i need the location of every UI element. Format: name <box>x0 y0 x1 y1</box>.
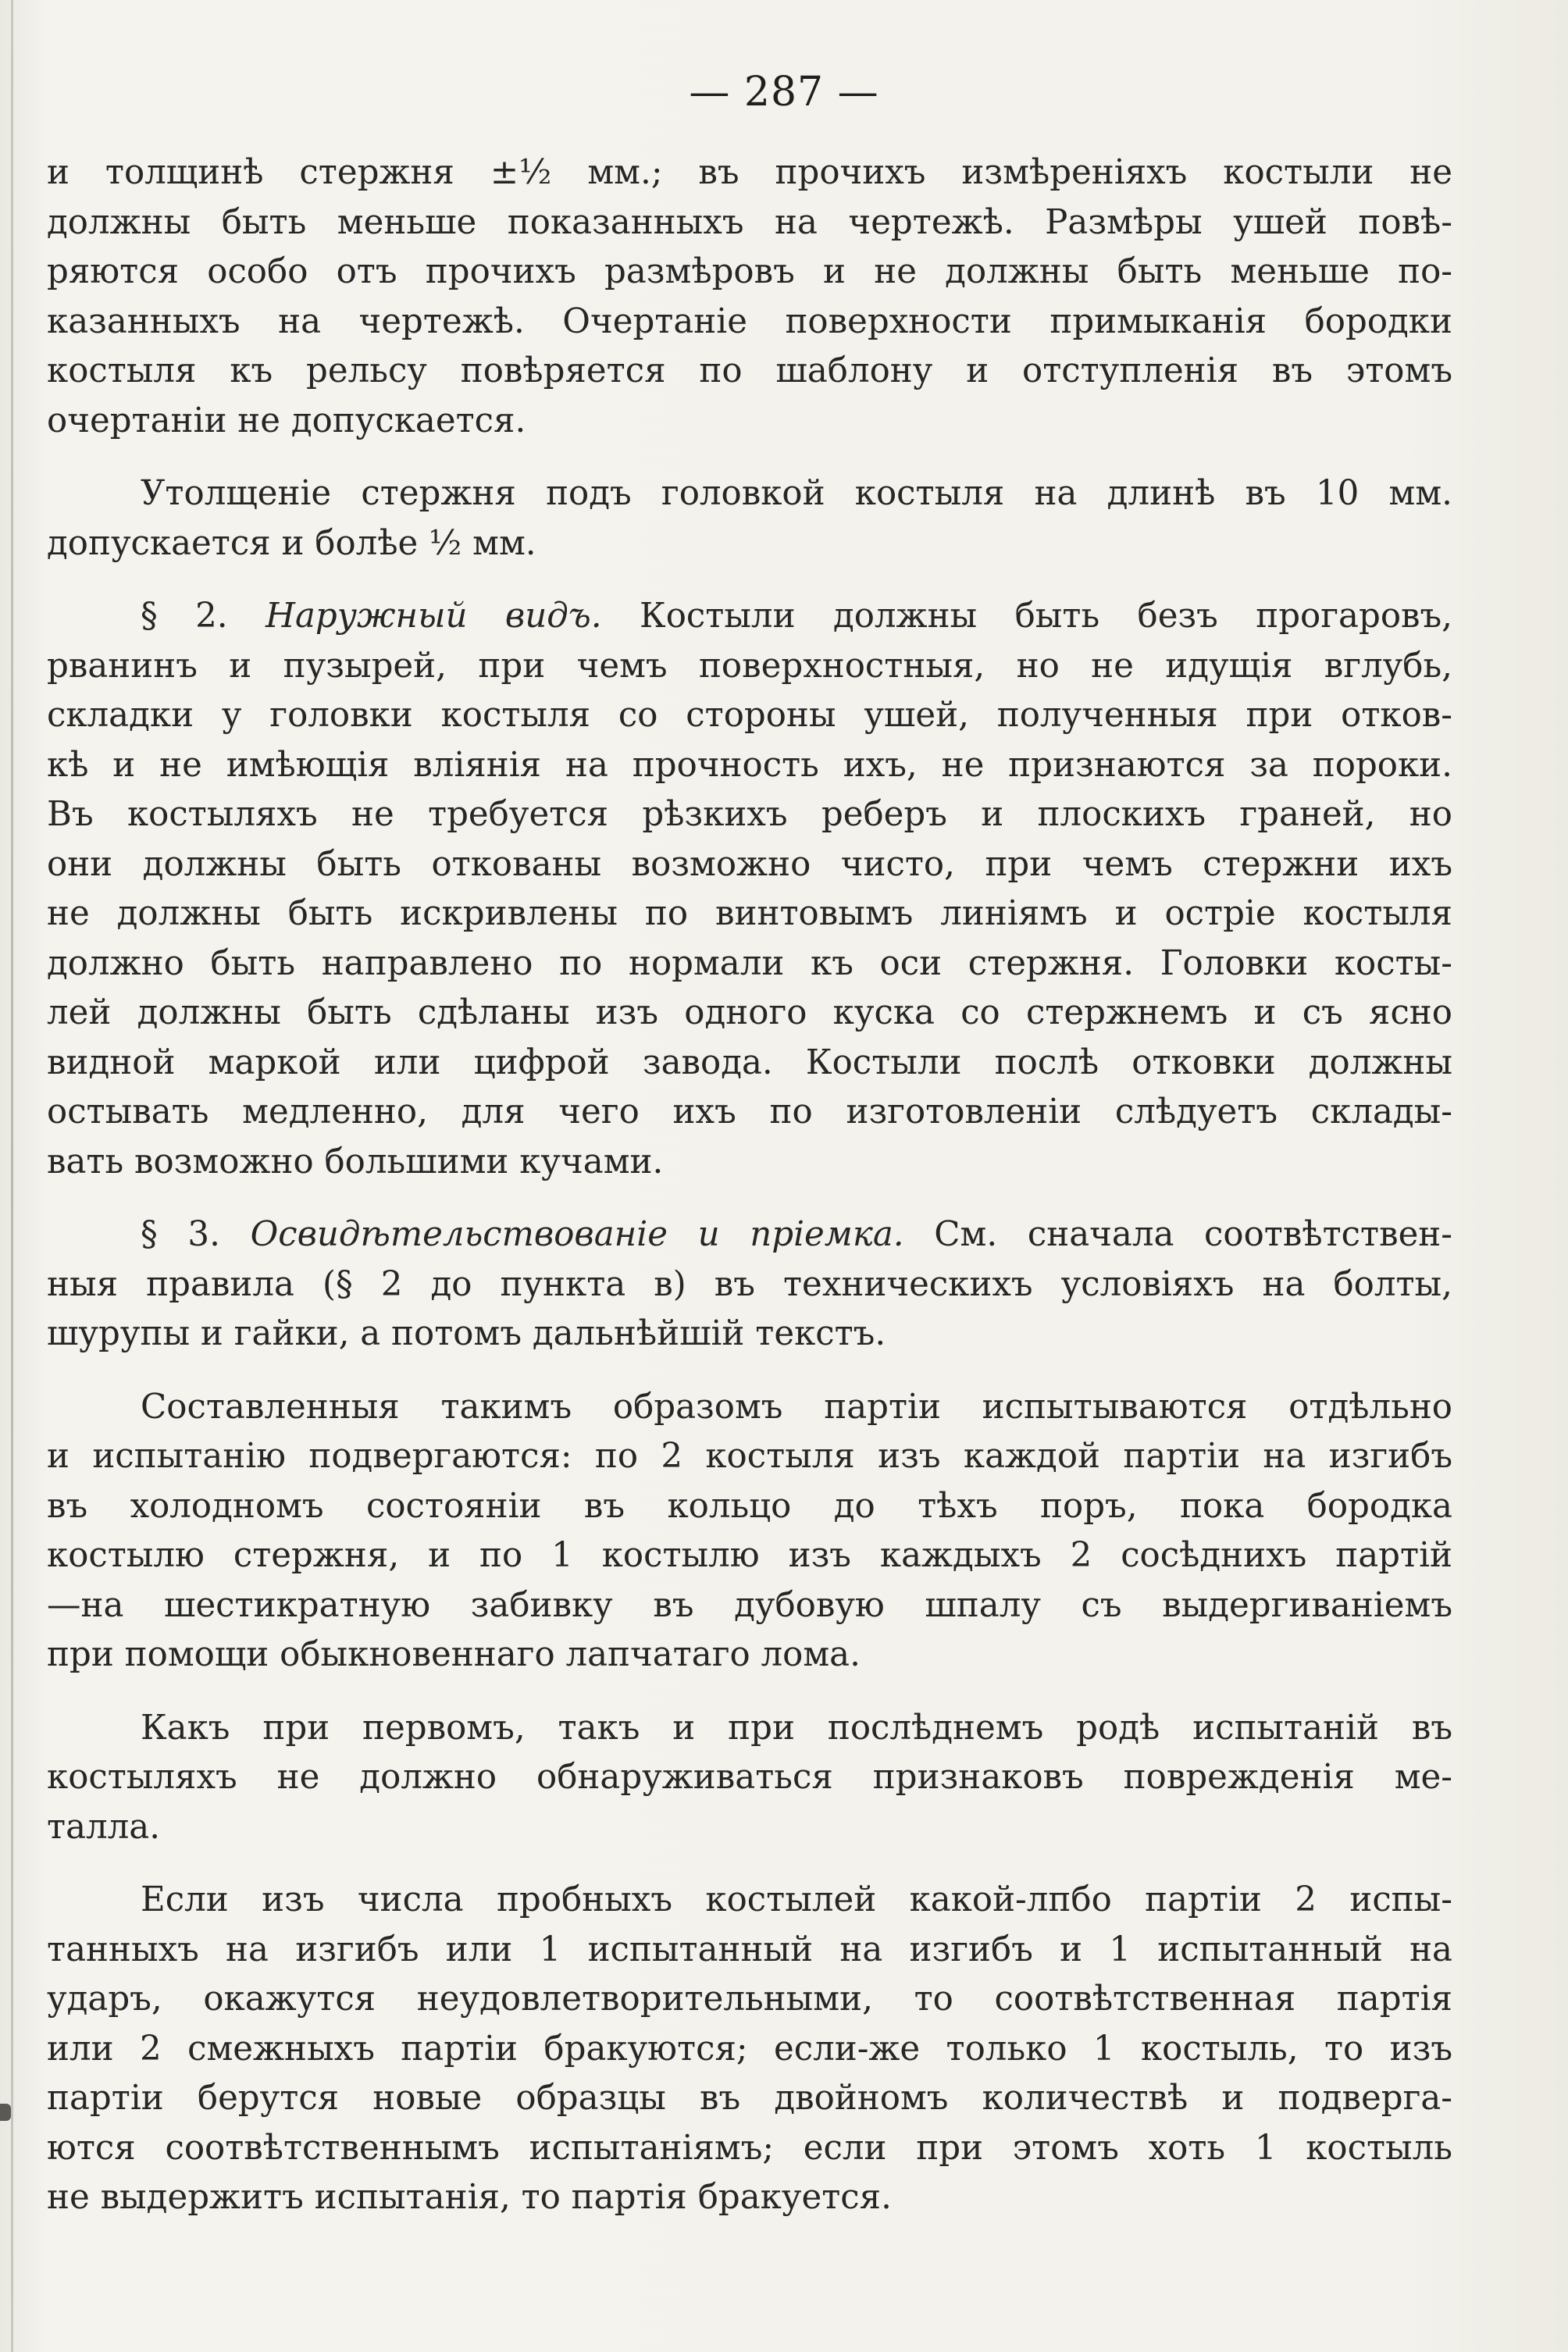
body-text <box>47 148 1452 2223</box>
section-heading-line <box>47 592 1452 642</box>
text-line: должно быть направлено по нормали къ оси стержня. Головки косты- <box>47 943 1452 983</box>
text-line: и испытанію подвергаются: по 2 костыля изъ каждой партіи на изгибъ <box>47 1437 1452 1476</box>
section-paragraph <box>47 592 1452 1187</box>
text-line: казанныхъ на чертежѣ. Очертаніе поверхности примыканія бородки <box>47 301 1452 341</box>
section-number: § 3. <box>141 1215 220 1254</box>
page-number: — 287 — <box>689 69 879 116</box>
text-line: допускается и болѣе ½ мм. <box>47 523 536 563</box>
text-line: или 2 смежныхъ партіи бракуются; если-же только 1 костыль, то изъ <box>47 2029 1452 2069</box>
section-number: § 2. <box>141 597 228 636</box>
text-line: Составленныя такимъ образомъ партіи испытываются отдѣльно <box>141 1387 1452 1427</box>
text-line: ются соотвѣтственнымъ испытаніямъ; если при этомъ хоть 1 костыль <box>47 2128 1452 2168</box>
text-line: Если изъ числа пробныхъ костылей какой-лпбо партіи 2 испы- <box>141 1880 1452 1919</box>
paragraph <box>47 1876 1452 2223</box>
text-line: костыляхъ не должно обнаруживаться признаковъ поврежденія ме- <box>47 1758 1452 1797</box>
text-line: кѣ и не имѣющія вліянія на прочность ихъ, не признаются за пороки. <box>47 745 1452 785</box>
section-title: Освидѣтельствованіе и пріемка. <box>250 1215 904 1254</box>
paragraph <box>47 1704 1452 1853</box>
paragraph <box>47 469 1452 568</box>
text-line: ряются особо отъ прочихъ размѣровъ и не должны быть меньше по- <box>47 252 1452 291</box>
text-line: и толщинѣ стержня ±½ мм.; въ прочихъ измѣреніяхъ костыли не <box>47 153 1452 192</box>
text-line: складки у головки костыля со стороны ушей, полученныя при отков- <box>47 696 1452 735</box>
text-line: шурупы и гайки, а потомъ дальнѣйшій текстъ. <box>47 1314 886 1353</box>
text-line: должны быть меньше показанныхъ на чертежѣ. Размѣры ушей повѣ- <box>47 202 1452 242</box>
text-line: ударъ, окажутся неудовлетворительными, то соотвѣтственная партія <box>47 1980 1452 2019</box>
section-title: Наружный видъ. <box>265 597 602 636</box>
text-line: Утолщеніе стержня подъ головкой костыля на длинѣ въ 10 мм. <box>141 474 1452 513</box>
text-line: вать возможно большими кучами. <box>47 1142 664 1181</box>
text-line: остывать медленно, для чего ихъ по изготовленіи слѣдуетъ склады- <box>47 1092 1452 1131</box>
text-line: танныхъ на изгибъ или 1 испытанный на изгибъ и 1 испытанный на <box>47 1930 1452 1969</box>
text-line: ныя правила (§ 2 до пункта в) въ техническихъ условіяхъ на болты, <box>47 1264 1452 1304</box>
text-line: костыля къ рельсу повѣряется по шаблону и отступленія въ этомъ <box>47 351 1452 390</box>
text-line: видной маркой или цифрой завода. Костыли послѣ отковки должны <box>47 1042 1452 1082</box>
text-line: См. сначала соотвѣтствен- <box>934 1215 1452 1254</box>
binding-gutter <box>11 0 13 2352</box>
text-line: въ холодномъ состояніи въ кольцо до тѣхъ поръ, пока бородка <box>47 1486 1452 1526</box>
paragraph <box>47 1383 1452 1680</box>
text-line: не должны быть искривлены по винтовымъ линіямъ и остріе костыля <box>47 894 1452 933</box>
text-line: не выдержитъ испытанія, то партія бракуется. <box>47 2178 892 2217</box>
section-heading-line <box>47 1210 1452 1260</box>
text-line: Костыли должны быть безъ прогаровъ, <box>640 597 1453 636</box>
text-line: они должны быть откованы возможно чисто, при чемъ стержни ихъ <box>47 844 1452 884</box>
section-paragraph <box>47 1210 1452 1360</box>
text-line: партіи берутся новые образцы въ двойномъ количествѣ и подверга- <box>47 2079 1452 2118</box>
text-line: Въ костыляхъ не требуется рѣзкихъ реберъ и плоскихъ граней, но <box>47 795 1452 834</box>
text-line: при помощи обыкновеннаго лапчатаго лома. <box>47 1635 861 1674</box>
text-line: очертаніи не допускается. <box>47 401 526 440</box>
text-line: Какъ при первомъ, такъ и при послѣднемъ родѣ испытаній въ <box>141 1708 1452 1748</box>
binding-mark <box>0 2104 11 2121</box>
text-line: лей должны быть сдѣланы изъ одного куска со стержнемъ и съ ясно <box>47 993 1452 1032</box>
text-line: костылю стержня, и по 1 костылю изъ каждыхъ 2 сосѣднихъ партій <box>47 1536 1452 1575</box>
text-line: —на шестикратную забивку въ дубовую шпалу съ выдергиваніемъ <box>47 1585 1452 1625</box>
paragraph <box>47 148 1452 446</box>
text-line: рванинъ и пузырей, при чемъ поверхностныя, но не идущія вглубь, <box>47 646 1452 686</box>
text-line: талла. <box>47 1807 161 1847</box>
